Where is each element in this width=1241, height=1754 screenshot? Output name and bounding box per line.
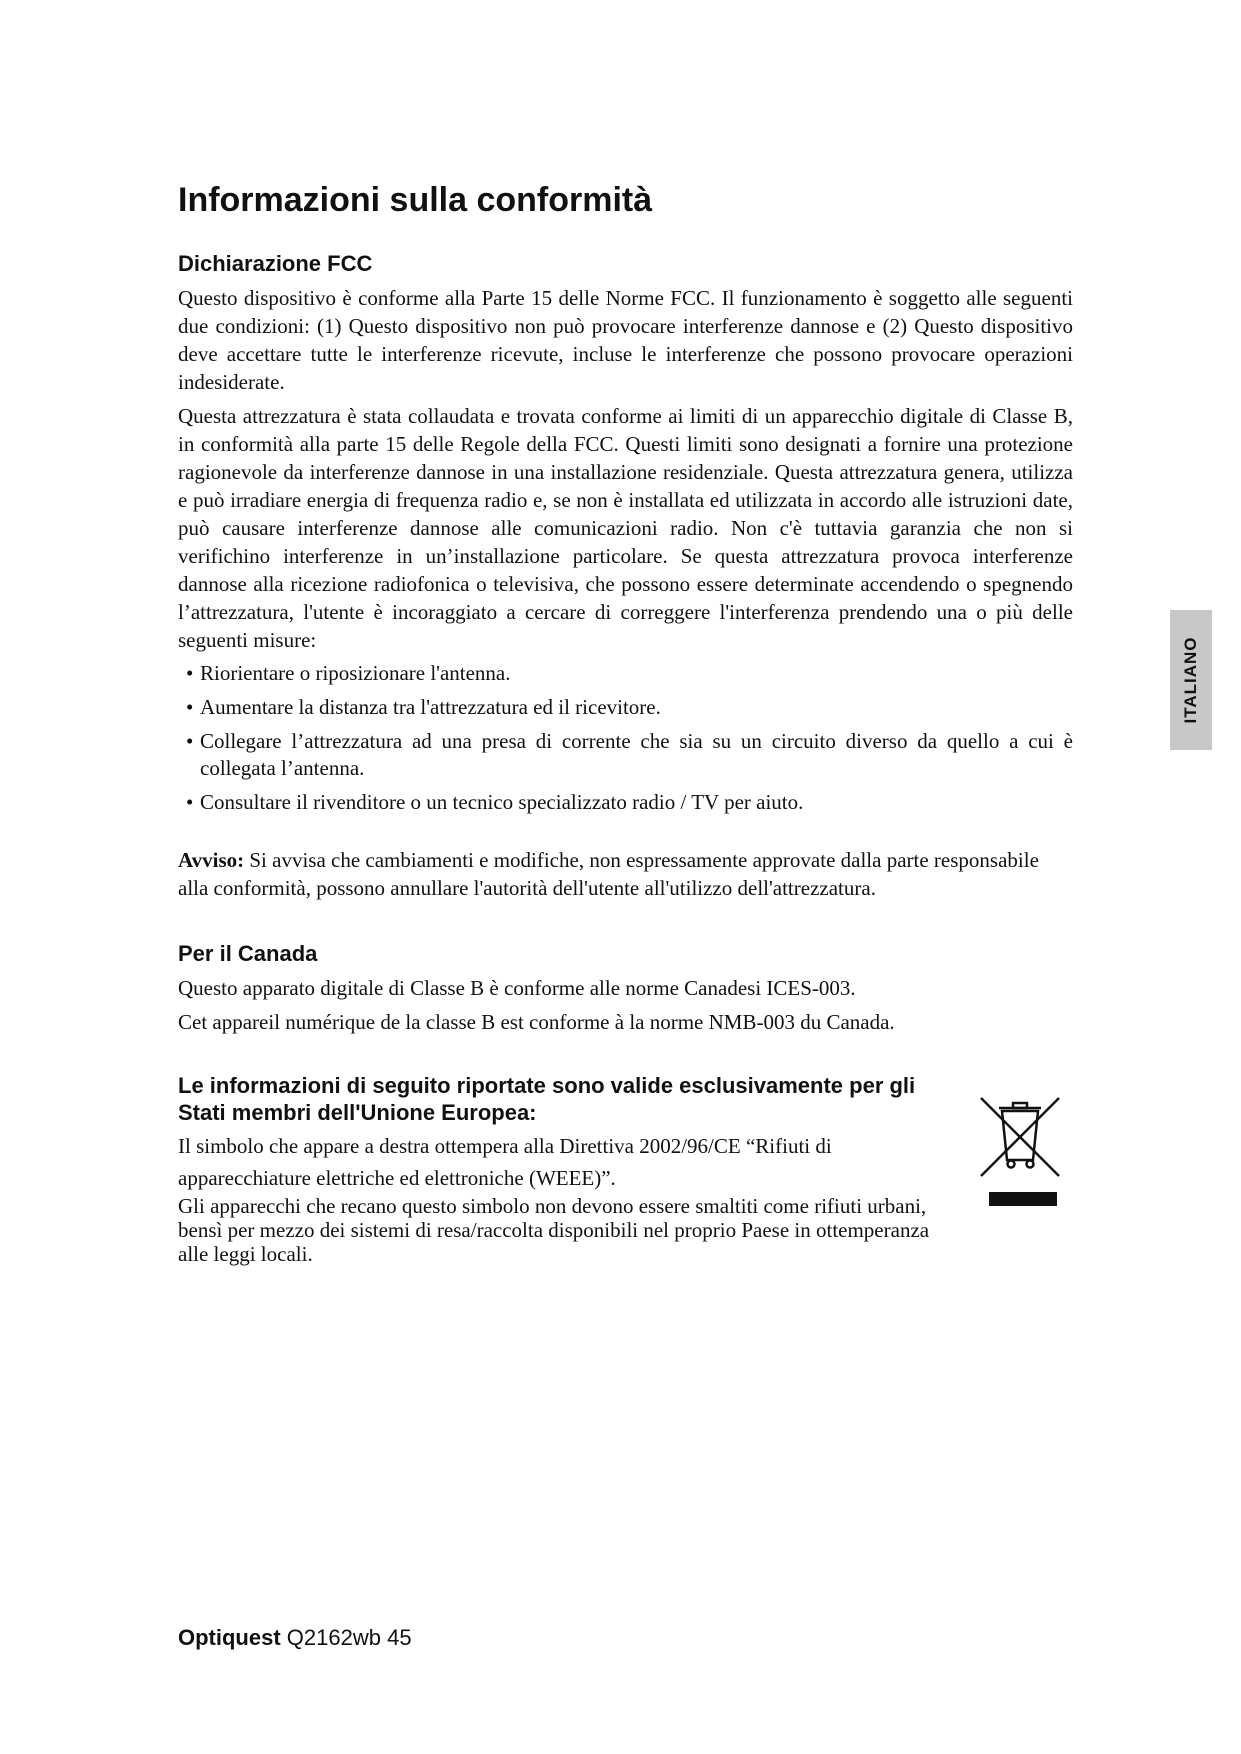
list-item: • Riorientare o riposizionare l'antenna. — [186, 661, 511, 685]
weee-crossed-bin-icon — [975, 1094, 1065, 1209]
eu-paragraph-2: Gli apparecchi che recano questo simbolo non devono essere smaltiti come rifiuti urbani, bensì per mezzo dei sistemi di resa/raccolta disponibili nel proprio Paese in ottemperanza alle leggi locali. — [178, 1194, 930, 1266]
footer-brand: Optiquest — [178, 1625, 281, 1650]
list-item: • Aumentare la distanza tra l'attrezzatura ed il ricevitore. — [186, 695, 661, 719]
fcc-paragraph-1: Questo dispositivo è conforme alla Parte 15 delle Norme FCC. Il funzionamento è soggetto alle seguenti due condizioni: (1) Questo dispositivo non può provocare interferenze dannose e (2) Questo dispositivo deve accettare tutte le interferenze ricevute, incluse le interferenze che possono provocare operazioni indesiderate. — [178, 286, 1073, 394]
footer-page-number: 45 — [387, 1625, 412, 1650]
canada-line-1: Questo apparato digitale di Classe B è conforme alle norme Canadesi ICES-003. — [178, 976, 856, 1000]
footer-model: Q2162wb — [286, 1625, 381, 1650]
fcc-heading: Dichiarazione FCC — [178, 251, 373, 276]
bullet-icon: • — [186, 695, 194, 719]
canada-line-2: Cet appareil numérique de la classe B est conforme à la norme NMB-003 du Canada. — [178, 1010, 895, 1034]
page-footer — [178, 1625, 412, 1651]
fcc-paragraph-2: Questa attrezzatura è stata collaudata e trovata conforme ai limiti di un apparecchio digitale di Classe B, in conformità alla parte 15 delle Regole della FCC. Questi limiti sono designati a fornire una protezione ragionevole da interferenze dannose in una installazione residenziale. Questa attrezzatura genera, utilizza e può irradiare energia di frequenza radio e, se non è installata ed utilizzata in accordo alle istruzioni date, può causare interferenze dannose alle comunicazioni radio. Non c'è tuttavia garanzia che non si verifichino interferenze in un’installazione particolare. Se questa attrezzatura provoca interferenze dannose alla ricezione radiofonica o televisiva, che possono essere determinate accendendo o spegnendo l’attrezzatura, l'utente è incoraggiato a cercare di correggere l'interferenza prendendo una o più delle seguenti misure: — [178, 404, 1073, 652]
canada-section — [178, 940, 1073, 1036]
fcc-section — [178, 250, 1073, 816]
main-content — [178, 180, 1073, 1266]
bullet-icon: • — [186, 729, 194, 753]
language-tab-label: ITALIANO — [1181, 636, 1200, 724]
notice-paragraph — [178, 846, 1073, 902]
eu-heading: Le informazioni di seguito riportate sono valide esclusivamente per gli Stati membri dell'Unione Europea: — [178, 1073, 916, 1125]
bullet-icon: • — [186, 661, 194, 685]
language-side-tab — [1170, 610, 1212, 750]
page-title: Informazioni sulla conformità — [178, 181, 653, 219]
list-item: • Collegare l’attrezzatura ad una presa di corrente che sia su un circuito diverso da quello a cui è collegata l’antenna. — [186, 729, 1073, 780]
list-item: • Consultare il rivenditore o un tecnico specializzato radio / TV per aiuto. — [186, 790, 804, 814]
eu-text — [178, 1072, 938, 1266]
bullet-icon: • — [186, 790, 194, 814]
notice-label: Avviso: — [178, 848, 245, 872]
eu-section — [178, 1072, 1073, 1266]
fcc-measures-list — [178, 660, 1073, 816]
eu-paragraph-1: Il simbolo che appare a destra ottempera alla Direttiva 2002/96/CE “Rifiuti di apparecchiature elettriche ed elettroniche (WEEE)”. — [178, 1134, 832, 1190]
notice-text: Si avvisa che cambiamenti e modifiche, non espressamente approvate dalla parte responsabile alla conformità, possono annullare l'autorità dell'utente all'utilizzo dell'attrezzatura. — [178, 848, 1039, 900]
canada-heading: Per il Canada — [178, 941, 318, 966]
